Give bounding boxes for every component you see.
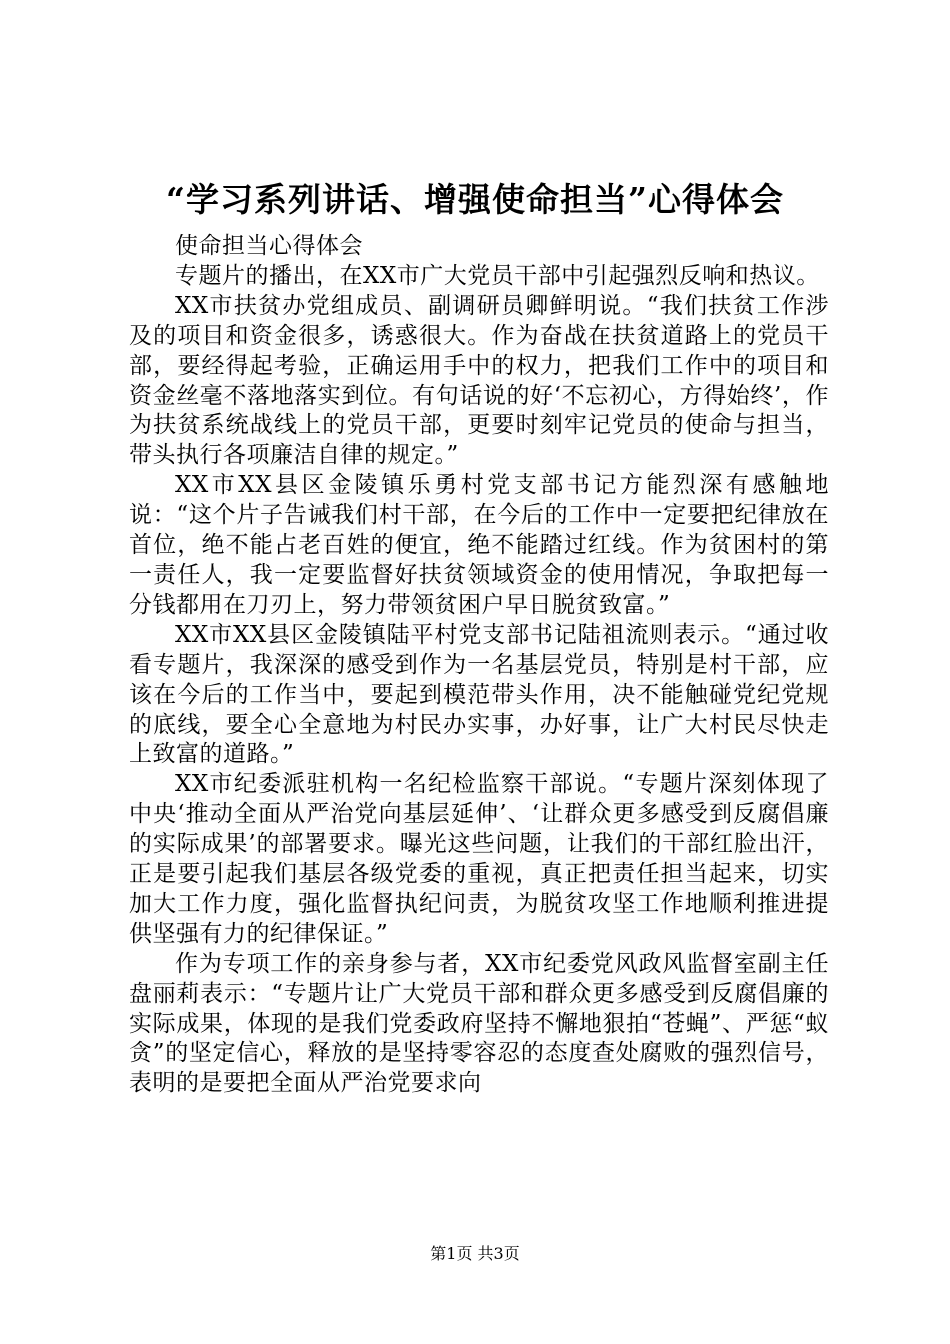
paragraph: 专题片的播出，在XX市广大党员干部中引起强烈反响和热议。 xyxy=(175,262,820,289)
document-subtitle: 使命担当心得体会 xyxy=(175,233,363,259)
paragraph: XX市XX县区金陵镇乐勇村党支部书记方能烈深有感触地说：“这个片子告诫我们村干部，在今后的工作中一定要把纪律放在首位，绝不能占老百姓的便宜，绝不能踏过红线。作为贫困村的第一责任人，我一定要监督好扶贫领域资金的使用情况，争取把每一分钱都用在刀刃上，努力带领贫困户早日脱贫致富。” xyxy=(129,472,829,618)
document-title: “学习系列讲话、增强使命担当”心得体会 xyxy=(166,180,784,219)
paragraph: 作为专项工作的亲身参与者，XX市纪委党风政风监督室副主任盘丽莉表示：“专题片让广大党员干部和群众更多感受到反腐倡廉的实际成果，体现的是我们党委政府坚持不懈地狠拍“苍蝇”、严惩“蚁贪”的坚定信心，释放的是坚持零容忍的态度查处腐败的强烈信号，表明的是要把全面从严治党要求向 xyxy=(129,950,829,1097)
paragraph: XX市纪委派驻机构一名纪检监察干部说。“专题片深刻体现了中央‘推动全面从严治党向基层延伸’、‘让群众更多感受到反腐倡廉的实际成果’的部署要求。曝光这些问题，让我们的干部红脸出汗，正是要引起我们基层各级党委的重视，真正把责任担当起来，切实加大工作力度，强化监督执纪问责，为脱贫攻坚工作地顺利推进提供坚强有力的纪律保证。” xyxy=(129,771,829,947)
page-number-footer: 第1页 共3页 xyxy=(430,1244,520,1263)
document-body xyxy=(129,232,829,1099)
paragraph: XX市扶贫办党组成员、副调研员卿鲜明说。“我们扶贫工作涉及的项目和资金很多，诱惑很大。作为奋战在扶贫道路上的党员干部，要经得起考验，正确运用手中的权力，把我们工作中的项目和资金丝毫不落地落实到位。有句话说的好‘不忘初心，方得始终’，作为扶贫系统战线上的党员干部，更要时刻牢记党员的使命与担当，带头执行各项廉洁自律的规定。” xyxy=(129,292,829,469)
paragraph: XX市XX县区金陵镇陆平村党支部书记陆祖流则表示。“通过收看专题片，我深深的感受到作为一名基层党员，特别是村干部，应该在今后的工作当中，要起到模范带头作用，决不能触碰党纪党规的底线，要全心全意地为村民办实事，办好事，让广大村民尽快走上致富的道路。” xyxy=(129,621,829,768)
